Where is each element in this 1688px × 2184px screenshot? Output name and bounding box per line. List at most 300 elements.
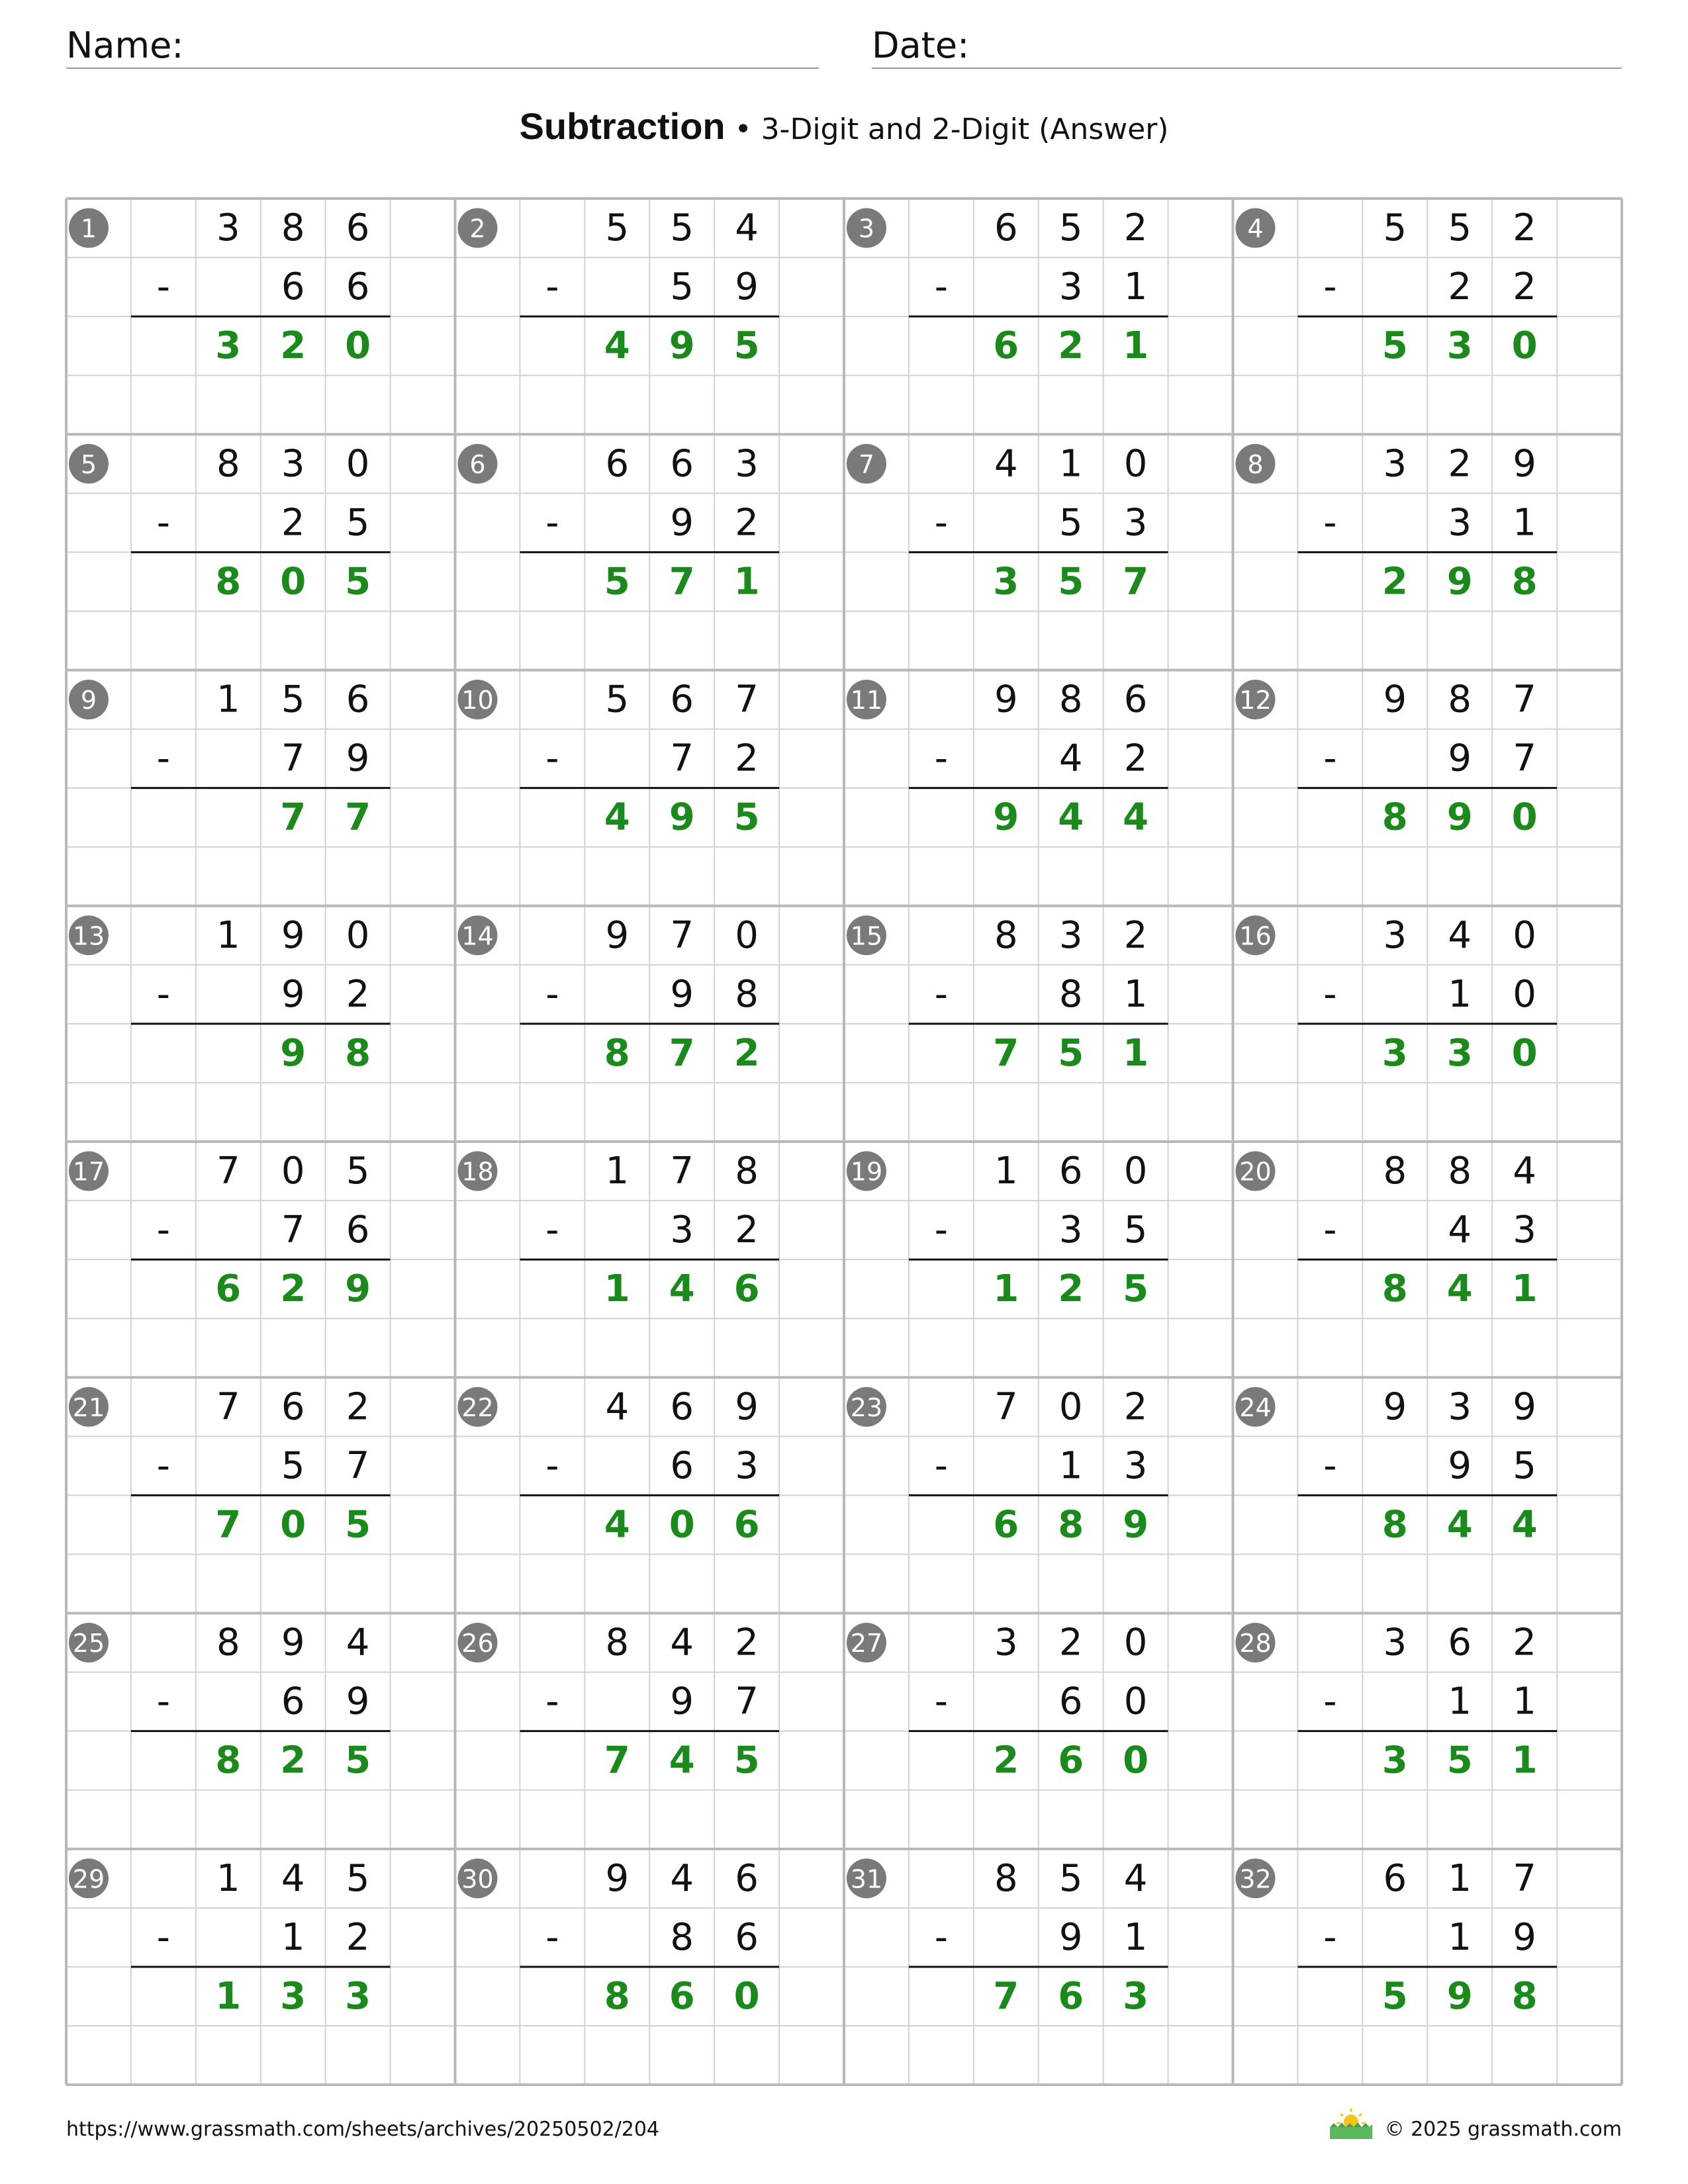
answer-digit: 1 — [993, 1267, 1019, 1311]
minuend-digit: 7 — [216, 1150, 240, 1193]
minuend-digit: 4 — [994, 442, 1018, 486]
answer-digit: 9 — [993, 796, 1019, 839]
answer-digit: 5 — [604, 560, 630, 604]
subtrahend-digit: 3 — [735, 1444, 759, 1488]
subtrahend-digit: 6 — [281, 265, 305, 309]
answer-digit: 1 — [215, 1974, 242, 2018]
problem-number: 15 — [850, 921, 883, 951]
subtrahend-digit: 1 — [1448, 1915, 1472, 1959]
answer-digit: 8 — [1382, 1503, 1408, 1547]
minuend-digit: 8 — [1448, 1150, 1472, 1193]
minuend-digit: 4 — [735, 206, 759, 250]
subtrahend-digit: 6 — [281, 1680, 305, 1723]
minuend-digit: 9 — [281, 1621, 305, 1664]
minuend-digit: 6 — [346, 206, 370, 250]
subtrahend-digit: 7 — [346, 1444, 370, 1488]
subtrahend-digit: 3 — [1058, 265, 1083, 309]
minuend-digit: 6 — [670, 442, 694, 486]
minuend-digit: 0 — [1513, 913, 1536, 957]
subtrahend-digit: 1 — [1448, 1680, 1472, 1723]
problem-number: 5 — [80, 449, 97, 479]
subtrahend-digit: 9 — [1513, 1915, 1536, 1959]
minuend-digit: 9 — [281, 913, 305, 957]
minuend-digit: 3 — [1058, 913, 1083, 957]
minus-sign: - — [156, 501, 170, 545]
subtrahend-digit: 3 — [670, 1208, 694, 1252]
subtrahend-digit: 9 — [670, 1680, 694, 1723]
subtrahend-digit: 3 — [1058, 1208, 1083, 1252]
minuend-digit: 5 — [1448, 206, 1472, 250]
minuend-digit: 6 — [670, 1385, 694, 1429]
problem-number: 21 — [72, 1392, 105, 1422]
minuend-digit: 0 — [1123, 1621, 1148, 1664]
minuend-digit: 0 — [735, 913, 759, 957]
answer-digit: 2 — [1382, 560, 1408, 604]
problem-number: 30 — [461, 1864, 494, 1894]
subtrahend-digit: 2 — [1513, 265, 1536, 309]
answer-digit: 4 — [1446, 1503, 1473, 1547]
minuend-digit: 5 — [346, 1856, 370, 1900]
minuend-digit: 2 — [346, 1385, 370, 1429]
answer-digit: 1 — [733, 560, 760, 604]
answer-digit: 7 — [215, 1503, 242, 1547]
subtrahend-digit: 7 — [281, 1208, 305, 1252]
subtrahend-digit: 8 — [1058, 972, 1083, 1016]
subtrahend-digit: 2 — [735, 737, 759, 780]
minuend-digit: 3 — [216, 206, 240, 250]
minus-sign: - — [545, 737, 559, 780]
subtrahend-digit: 9 — [281, 972, 305, 1016]
answer-digit: 9 — [669, 796, 695, 839]
subtrahend-digit: 9 — [1448, 1444, 1472, 1488]
minuend-digit: 4 — [670, 1856, 694, 1900]
subtrahend-digit: 0 — [1123, 1680, 1148, 1723]
answer-digit: 9 — [1123, 1503, 1149, 1547]
minus-sign: - — [545, 1444, 559, 1488]
answer-digit: 2 — [280, 324, 306, 368]
answer-digit: 5 — [345, 1739, 371, 1782]
minuend-digit: 5 — [605, 206, 630, 250]
minuend-digit: 9 — [735, 1385, 759, 1429]
minuend-digit: 5 — [1058, 206, 1083, 250]
subtrahend-digit: 7 — [670, 737, 694, 780]
subtrahend-digit: 0 — [1513, 972, 1536, 1016]
subtrahend-digit: 2 — [1448, 265, 1472, 309]
answer-digit: 4 — [669, 1739, 695, 1782]
answer-digit: 7 — [604, 1739, 630, 1782]
subtrahend-digit: 6 — [346, 265, 370, 309]
answer-digit: 5 — [345, 560, 371, 604]
answer-digit: 2 — [280, 1267, 306, 1311]
minus-sign: - — [545, 265, 559, 309]
minuend-digit: 2 — [1513, 1621, 1536, 1664]
minuend-digit: 6 — [994, 206, 1018, 250]
minuend-digit: 3 — [994, 1621, 1018, 1664]
minus-sign: - — [1323, 1680, 1337, 1723]
problem-number: 29 — [72, 1864, 105, 1894]
subtrahend-digit: 1 — [1513, 501, 1536, 545]
title-subtitle: • 3-Digit and 2-Digit (Answer) — [725, 113, 1169, 146]
minuend-digit: 7 — [1513, 678, 1536, 721]
minuend-digit: 7 — [216, 1385, 240, 1429]
answer-digit: 6 — [993, 1503, 1019, 1547]
minuend-digit: 3 — [1383, 442, 1407, 486]
minuend-digit: 5 — [605, 678, 630, 721]
answer-digit: 0 — [1511, 796, 1538, 839]
minuend-digit: 6 — [605, 442, 630, 486]
answer-digit: 5 — [733, 796, 760, 839]
problem-number: 22 — [461, 1392, 494, 1422]
problem-number: 18 — [461, 1157, 494, 1187]
minuend-digit: 8 — [735, 1150, 759, 1193]
answer-digit: 5 — [733, 1739, 760, 1782]
minuend-digit: 4 — [670, 1621, 694, 1664]
minuend-digit: 6 — [1058, 1150, 1083, 1193]
subtrahend-digit: 9 — [670, 972, 694, 1016]
subtrahend-digit: 5 — [1123, 1208, 1148, 1252]
minuend-digit: 8 — [994, 1856, 1018, 1900]
minuend-digit: 1 — [216, 913, 240, 957]
minus-sign: - — [934, 1915, 948, 1959]
minuend-digit: 2 — [1058, 1621, 1083, 1664]
answer-digit: 8 — [1382, 796, 1408, 839]
answer-digit: 9 — [1446, 1974, 1473, 2018]
minus-sign: - — [545, 1680, 559, 1723]
minuend-digit: 8 — [1383, 1150, 1407, 1193]
minuend-digit: 8 — [1448, 678, 1472, 721]
answer-digit: 9 — [1446, 560, 1473, 604]
minuend-digit: 3 — [281, 442, 305, 486]
minuend-digit: 1 — [1448, 1856, 1472, 1900]
minuend-digit: 2 — [1123, 1385, 1148, 1429]
problem-number: 16 — [1239, 921, 1272, 951]
subtrahend-digit: 1 — [281, 1915, 305, 1959]
minus-sign: - — [1323, 265, 1337, 309]
problem-number: 13 — [72, 921, 105, 951]
answer-digit: 8 — [215, 560, 242, 604]
subtrahend-digit: 2 — [735, 1208, 759, 1252]
answer-digit: 4 — [1058, 796, 1084, 839]
problem-number: 9 — [80, 686, 97, 715]
minuend-digit: 6 — [1123, 678, 1148, 721]
minuend-digit: 9 — [1383, 1385, 1407, 1429]
minuend-digit: 4 — [1123, 1856, 1148, 1900]
answer-digit: 3 — [1382, 1031, 1408, 1075]
minuend-digit: 3 — [1383, 913, 1407, 957]
problem-number: 1 — [80, 214, 97, 244]
minuend-digit: 9 — [605, 1856, 630, 1900]
minuend-digit: 4 — [281, 1856, 305, 1900]
answer-digit: 0 — [345, 324, 371, 368]
answer-digit: 3 — [280, 1974, 306, 2018]
subtrahend-digit: 1 — [1123, 972, 1148, 1016]
answer-digit: 8 — [1382, 1267, 1408, 1311]
minuend-digit: 5 — [1058, 1856, 1083, 1900]
minus-sign: - — [545, 972, 559, 1016]
minuend-digit: 0 — [1123, 442, 1148, 486]
subtrahend-digit: 5 — [281, 1444, 305, 1488]
minus-sign: - — [156, 265, 170, 309]
problem-number: 17 — [72, 1157, 105, 1187]
minuend-digit: 7 — [670, 1150, 694, 1193]
problem-number: 20 — [1239, 1157, 1272, 1187]
minuend-digit: 5 — [670, 206, 694, 250]
answer-digit: 2 — [993, 1739, 1019, 1782]
subtrahend-digit: 9 — [670, 501, 694, 545]
minuend-digit: 0 — [346, 913, 370, 957]
answer-digit: 2 — [733, 1031, 760, 1075]
minuend-digit: 2 — [735, 1621, 759, 1664]
subtrahend-digit: 9 — [1058, 1915, 1083, 1959]
minuend-digit: 6 — [735, 1856, 759, 1900]
problem-number: 26 — [461, 1629, 494, 1659]
minuend-digit: 0 — [1123, 1150, 1148, 1193]
answer-digit: 3 — [1446, 324, 1473, 368]
subtrahend-digit: 2 — [1123, 737, 1148, 780]
answer-digit: 7 — [993, 1974, 1019, 2018]
answer-digit: 4 — [604, 1503, 630, 1547]
minuend-digit: 1 — [216, 1856, 240, 1900]
answer-digit: 4 — [1511, 1503, 1538, 1547]
subtrahend-digit: 6 — [1058, 1680, 1083, 1723]
subtrahend-digit: 7 — [1513, 737, 1536, 780]
minus-sign: - — [934, 737, 948, 780]
minuend-digit: 4 — [1448, 913, 1472, 957]
problem-number: 23 — [850, 1392, 883, 1422]
answer-digit: 8 — [1058, 1503, 1084, 1547]
subtrahend-digit: 7 — [281, 737, 305, 780]
grass-sun-logo-icon — [1327, 2106, 1375, 2142]
minus-sign: - — [1323, 501, 1337, 545]
minuend-digit: 2 — [1448, 442, 1472, 486]
subtrahend-digit: 2 — [735, 501, 759, 545]
subtrahend-digit: 2 — [346, 1915, 370, 1959]
subtrahend-digit: 9 — [346, 1680, 370, 1723]
answer-digit: 5 — [733, 324, 760, 368]
minuend-digit: 2 — [1123, 206, 1148, 250]
problem-number: 28 — [1239, 1629, 1272, 1659]
answer-digit: 1 — [1511, 1739, 1538, 1782]
subtrahend-digit: 6 — [735, 1915, 759, 1959]
subtrahend-digit: 8 — [735, 972, 759, 1016]
answer-digit: 4 — [604, 324, 630, 368]
answer-digit: 0 — [1511, 1031, 1538, 1075]
minus-sign: - — [934, 972, 948, 1016]
answer-digit: 5 — [1058, 1031, 1084, 1075]
subtrahend-digit: 3 — [1513, 1208, 1536, 1252]
problem-number: 24 — [1239, 1392, 1272, 1422]
answer-digit: 4 — [604, 796, 630, 839]
minuend-digit: 1 — [216, 678, 240, 721]
problem-number: 25 — [72, 1629, 105, 1659]
answer-digit: 3 — [345, 1974, 371, 2018]
footer-url: https://www.grassmath.com/sheets/archives/20250502/204 — [66, 2118, 660, 2141]
answer-digit: 9 — [280, 1031, 306, 1075]
minuend-digit: 8 — [281, 206, 305, 250]
minuend-digit: 9 — [605, 913, 630, 957]
minuend-digit: 4 — [346, 1621, 370, 1664]
subtrahend-digit: 2 — [281, 501, 305, 545]
minuend-digit: 6 — [670, 678, 694, 721]
minuend-digit: 6 — [1383, 1856, 1407, 1900]
answer-digit: 0 — [669, 1503, 695, 1547]
subtrahend-digit: 9 — [1448, 737, 1472, 780]
subtrahend-digit: 9 — [346, 737, 370, 780]
minuend-digit: 7 — [670, 913, 694, 957]
answer-digit: 0 — [733, 1974, 760, 2018]
problem-number: 7 — [858, 449, 875, 479]
minuend-digit: 1 — [1058, 442, 1083, 486]
answer-digit: 0 — [1511, 324, 1538, 368]
subtrahend-digit: 5 — [1513, 1444, 1536, 1488]
minus-sign: - — [1323, 1208, 1337, 1252]
answer-digit: 7 — [993, 1031, 1019, 1075]
minuend-digit: 8 — [216, 442, 240, 486]
answer-digit: 8 — [1511, 560, 1538, 604]
minuend-digit: 7 — [994, 1385, 1018, 1429]
answer-digit: 7 — [669, 1031, 695, 1075]
minus-sign: - — [934, 501, 948, 545]
problem-number: 27 — [850, 1629, 883, 1659]
minuend-digit: 3 — [1448, 1385, 1472, 1429]
minus-sign: - — [934, 265, 948, 309]
minuend-digit: 2 — [1513, 206, 1536, 250]
footer-copyright: © 2025 grassmath.com — [1384, 2118, 1622, 2141]
subtrahend-digit: 3 — [1448, 501, 1472, 545]
answer-digit: 2 — [280, 1739, 306, 1782]
minus-sign: - — [545, 1208, 559, 1252]
minuend-digit: 4 — [1513, 1150, 1536, 1193]
problem-number: 8 — [1247, 449, 1264, 479]
minuend-digit: 7 — [1513, 1856, 1536, 1900]
answer-digit: 6 — [1058, 1974, 1084, 2018]
minuend-digit: 8 — [216, 1621, 240, 1664]
minuend-digit: 5 — [346, 1150, 370, 1193]
answer-digit: 8 — [215, 1739, 242, 1782]
answer-digit: 6 — [215, 1267, 242, 1311]
answer-digit: 5 — [1382, 1974, 1408, 2018]
problem-number: 31 — [850, 1864, 883, 1894]
minuend-digit: 9 — [1383, 678, 1407, 721]
minus-sign: - — [156, 1915, 170, 1959]
answer-digit: 7 — [345, 796, 371, 839]
minuend-digit: 6 — [281, 1385, 305, 1429]
subtrahend-digit: 9 — [735, 265, 759, 309]
minuend-digit: 9 — [1513, 442, 1536, 486]
problem-number: 6 — [469, 449, 486, 479]
answer-digit: 0 — [280, 560, 306, 604]
answer-digit: 8 — [604, 1974, 630, 2018]
problem-number: 19 — [850, 1157, 883, 1187]
minus-sign: - — [156, 1208, 170, 1252]
answer-digit: 1 — [1123, 1031, 1149, 1075]
subtrahend-digit: 1 — [1513, 1680, 1536, 1723]
problem-number: 10 — [461, 686, 494, 715]
minuend-digit: 7 — [735, 678, 759, 721]
answer-digit: 7 — [669, 560, 695, 604]
minus-sign: - — [1323, 1444, 1337, 1488]
answer-digit: 8 — [1511, 1974, 1538, 2018]
subtrahend-digit: 1 — [1123, 1915, 1148, 1959]
subtrahend-digit: 4 — [1448, 1208, 1472, 1252]
answer-digit: 0 — [280, 1503, 306, 1547]
name-label: Name: — [66, 24, 184, 66]
minuend-digit: 3 — [735, 442, 759, 486]
minus-sign: - — [156, 1680, 170, 1723]
minuend-digit: 1 — [994, 1150, 1018, 1193]
minus-sign: - — [1323, 972, 1337, 1016]
minus-sign: - — [1323, 1915, 1337, 1959]
title-main: Subtraction — [519, 105, 726, 147]
answer-digit: 5 — [1123, 1267, 1149, 1311]
answer-digit: 9 — [669, 324, 695, 368]
minus-sign: - — [1323, 737, 1337, 780]
answer-digit: 5 — [1058, 560, 1084, 604]
answer-digit: 3 — [215, 324, 242, 368]
minus-sign: - — [934, 1680, 948, 1723]
minuend-digit: 0 — [346, 442, 370, 486]
subtrahend-digit: 8 — [670, 1915, 694, 1959]
minuend-digit: 9 — [994, 678, 1018, 721]
subtrahend-digit: 1 — [1058, 1444, 1083, 1488]
answer-digit: 3 — [993, 560, 1019, 604]
answer-digit: 6 — [733, 1503, 760, 1547]
answer-digit: 3 — [1382, 1739, 1408, 1782]
answer-digit: 1 — [604, 1267, 630, 1311]
problem-number: 2 — [469, 214, 486, 244]
answer-digit: 1 — [1123, 324, 1149, 368]
answer-digit: 0 — [1123, 1739, 1149, 1782]
answer-digit: 4 — [1446, 1267, 1473, 1311]
minuend-digit: 6 — [1448, 1621, 1472, 1664]
minuend-digit: 2 — [1123, 913, 1148, 957]
problem-number: 4 — [1247, 214, 1264, 244]
answer-digit: 4 — [1123, 796, 1149, 839]
answer-digit: 2 — [1058, 324, 1084, 368]
answer-digit: 5 — [1382, 324, 1408, 368]
date-label: Date: — [872, 24, 970, 66]
problem-number: 3 — [858, 214, 875, 244]
answer-digit: 6 — [1058, 1739, 1084, 1782]
subtrahend-digit: 1 — [1448, 972, 1472, 1016]
answer-digit: 6 — [669, 1974, 695, 2018]
answer-digit: 5 — [1446, 1739, 1473, 1782]
answer-digit: 7 — [1123, 560, 1149, 604]
minuend-digit: 0 — [281, 1150, 305, 1193]
minuend-digit: 6 — [346, 678, 370, 721]
answer-digit: 4 — [669, 1267, 695, 1311]
minuend-digit: 1 — [605, 1150, 630, 1193]
subtrahend-digit: 6 — [346, 1208, 370, 1252]
subtrahend-digit: 5 — [670, 265, 694, 309]
minuend-digit: 9 — [1513, 1385, 1536, 1429]
minus-sign: - — [545, 501, 559, 545]
problem-number: 14 — [461, 921, 494, 951]
problem-number: 11 — [850, 686, 883, 715]
minus-sign: - — [156, 1444, 170, 1488]
subtrahend-digit: 4 — [1058, 737, 1083, 780]
minuend-digit: 5 — [281, 678, 305, 721]
answer-digit: 9 — [345, 1267, 371, 1311]
answer-digit: 9 — [1446, 796, 1473, 839]
minus-sign: - — [545, 1915, 559, 1959]
answer-digit: 5 — [345, 1503, 371, 1547]
answer-digit: 8 — [604, 1031, 630, 1075]
subtrahend-digit: 1 — [1123, 265, 1148, 309]
subtrahend-digit: 5 — [1058, 501, 1083, 545]
minus-sign: - — [934, 1208, 948, 1252]
minus-sign: - — [156, 972, 170, 1016]
